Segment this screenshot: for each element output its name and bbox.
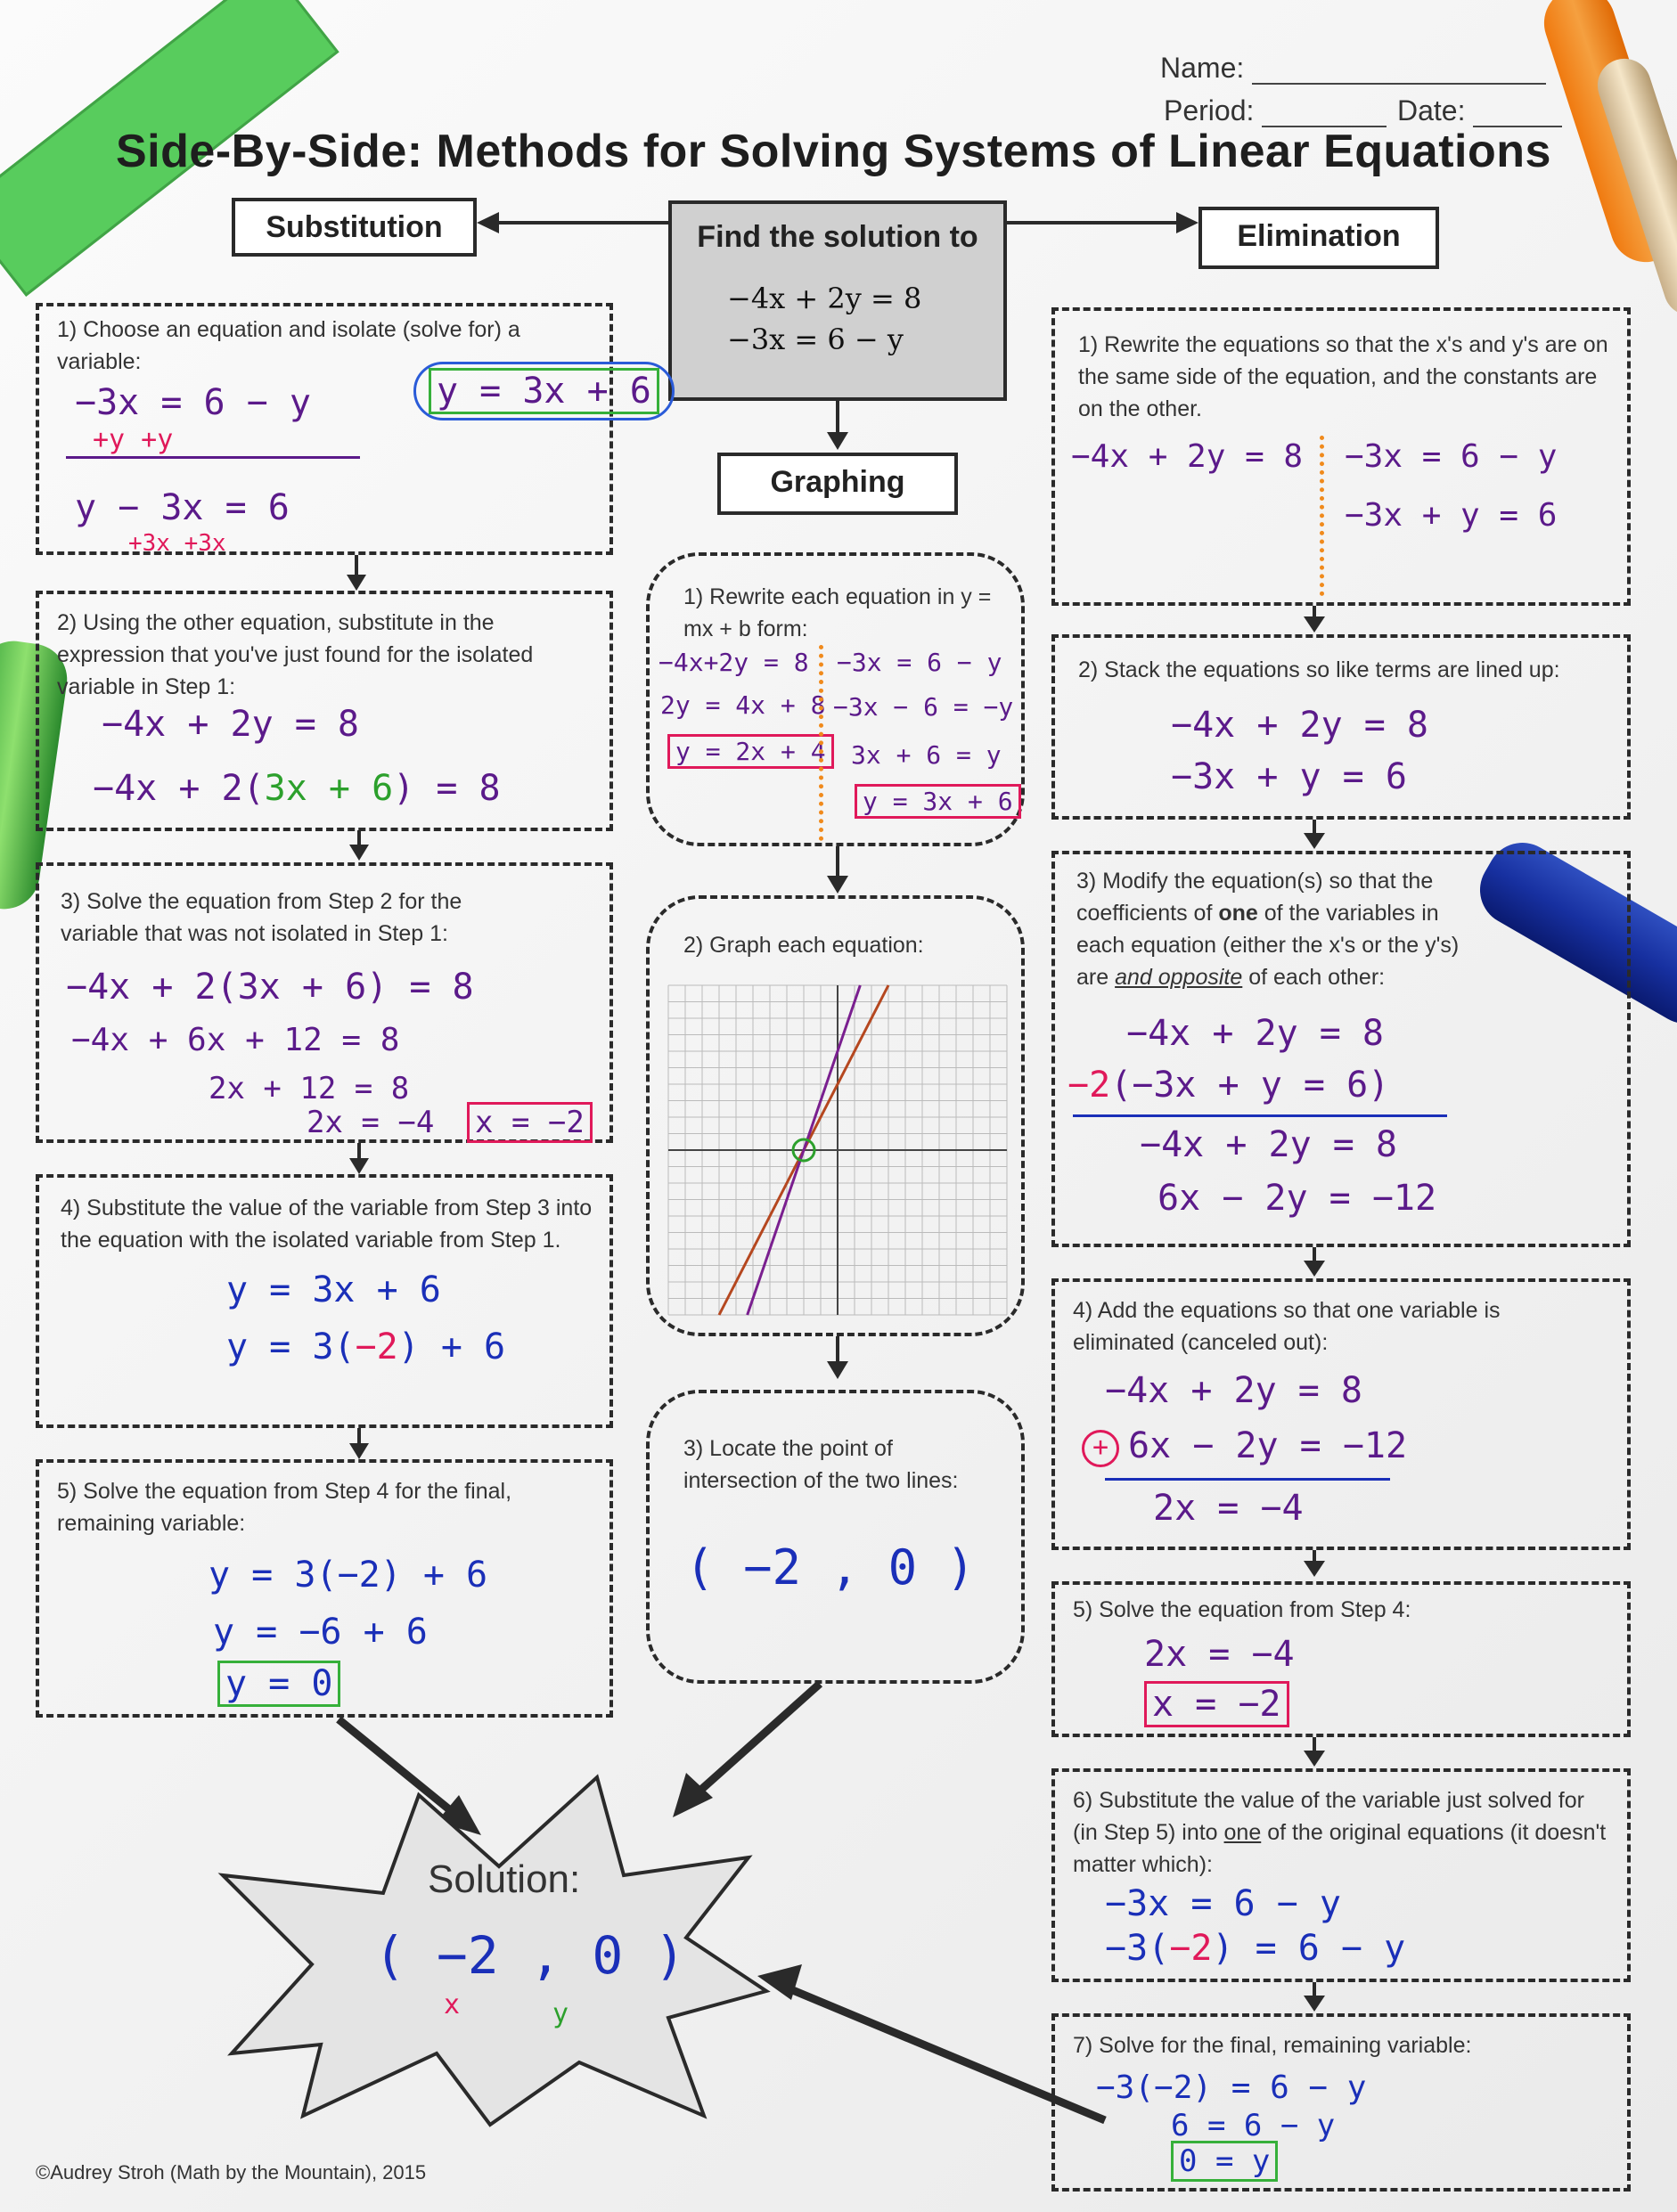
graph-step1-right-2: −3x − 6 = −y (833, 692, 1014, 722)
solution-y-tag: y (552, 1998, 569, 2029)
substitution-step-3 (36, 862, 613, 1143)
solution-label: Solution: (428, 1857, 581, 1901)
elim-step4-work-1: −4x + 2y = 8 (1105, 1370, 1362, 1411)
elim-step5-result (1144, 1681, 1289, 1727)
period-label: Period: (1164, 94, 1255, 127)
elimination-step-2 (1051, 634, 1631, 820)
elim-step3-text-underlined: and opposite (1115, 965, 1243, 990)
elim-step5-work-1: 2x = −4 (1144, 1634, 1295, 1675)
elim-step4-work-3: 2x = −4 (1153, 1488, 1304, 1529)
substitution-step-1 (36, 303, 651, 557)
sub-step4-work-2b: −2 (355, 1326, 398, 1367)
graph-step1-right-result (855, 784, 1021, 820)
solution-value: ( −2 , 0 ) (374, 1925, 686, 1986)
elim-step6-work-2b: −2 (1169, 1928, 1213, 1969)
graph-step1-left-result (667, 734, 834, 770)
elim-step4-work-2: 6x − 2y = −12 (1128, 1425, 1408, 1466)
elimination-step-1-text: 1) Rewrite the equations so that the x's and y's are on the same side of the equation, and the constants are on the other. (1078, 332, 1608, 421)
sub-step1-work-2: +y +y (93, 424, 174, 455)
page-title: Side-By-Side: Methods for Solving Systems of Linear Equations (116, 126, 1551, 177)
elim-step3-text-one: one (1218, 901, 1258, 926)
elimination-step-3 (1051, 851, 1631, 1247)
elimination-step-7-text: 7) Solve for the final, remaining variable: (1073, 2033, 1472, 2058)
graph-step1-right-result-value: y = 3x + 6 (855, 784, 1021, 819)
sub-step4-work-2c: ) + 6 (397, 1326, 506, 1367)
elim-step3-divider (1073, 1114, 1447, 1117)
elim-step3-work-1: −4x + 2y = 8 (1126, 1013, 1384, 1054)
elim-step3-text-a: 3) Modify the equation(s) so that the coefficients of (1076, 869, 1434, 926)
graph-step1-zigzag (819, 645, 832, 841)
elim-step6-text-one: one (1223, 1820, 1262, 1845)
elim-step6-work-2c: ) = 6 − y (1212, 1928, 1406, 1969)
graphing-header: Graphing (717, 453, 958, 515)
sub-step3-result-value: x = −2 (467, 1102, 593, 1143)
problem-box (668, 200, 1007, 401)
elimination-step-3-text (1076, 865, 1486, 993)
coordinate-graph (664, 981, 1011, 1319)
elim-step6-work-1: −3x = 6 − y (1105, 1883, 1341, 1924)
solution-x-tag: x (444, 1989, 461, 2020)
sub-step1-work-4: +3x +3x (128, 530, 226, 557)
elim-step4-plus-icon: + (1082, 1430, 1119, 1467)
elimination-step-1 (1051, 307, 1631, 606)
sub-step5-result-value: y = 0 (217, 1661, 340, 1707)
elimination-step-4-text: 4) Add the equations so that one variable is eliminated (canceled out): (1073, 1298, 1501, 1355)
elimination-step-4 (1051, 1278, 1631, 1550)
graphing-step-1 (646, 552, 1025, 846)
graph-step1-left-result-value: y = 2x + 4 (667, 734, 834, 769)
sub-step1-divider (66, 456, 360, 459)
elim-step3-work-2b: (−3x + y = 6) (1110, 1065, 1390, 1106)
elim-step6-work-2a: −3( (1105, 1928, 1170, 1969)
sub-step3-work-4: 2x = −4 (307, 1105, 435, 1140)
sub-step3-work-3: 2x + 12 = 8 (209, 1071, 410, 1106)
substitution-step-3-text: 3) Solve the equation from Step 2 for the variable that was not isolated in Step 1: (61, 889, 462, 946)
elim-step3-work-4: 6x − 2y = −12 (1158, 1178, 1437, 1219)
sub-step3-work-1: −4x + 2(3x + 6) = 8 (66, 967, 474, 1008)
elim-step4-divider (1105, 1478, 1390, 1481)
elim-step6-text-b: of the original equations (it doesn't matter which): (1073, 1820, 1607, 1877)
elimination-step-6 (1051, 1768, 1631, 1982)
elim-step7-result-value: 0 = y (1171, 2141, 1278, 2182)
graphing-step-3 (646, 1390, 1025, 1684)
substitution-step-5 (36, 1459, 613, 1718)
sub-step5-work-2: y = −6 + 6 (213, 1612, 428, 1653)
graphing-step-1-text: 1) Rewrite each equation in y = mx + b form: (683, 584, 992, 641)
elim-step1-zigzag (1320, 436, 1333, 596)
sub-step4-work-2a: y = 3( (226, 1326, 356, 1367)
elimination-step-6-text (1073, 1784, 1607, 1881)
graph-step1-left-1: −4x+2y = 8 (659, 648, 809, 677)
sub-step4-work-2 (226, 1324, 505, 1370)
sub-step2-work-2c: ) = 8 (393, 768, 501, 809)
copyright: ©Audrey Stroh (Math by the Mountain), 2015 (36, 2161, 427, 2183)
graphing-step-3-text: 3) Locate the point of intersection of the two lines: (683, 1436, 959, 1493)
graph-step3-answer: ( −2 , 0 ) (685, 1539, 976, 1596)
substitution-step-1-text: 1) Choose an equation and isolate (solve for) a variable: (57, 317, 520, 374)
sub-step2-work-2b: 3x + 6 (264, 768, 394, 809)
elim-step1-right-2: −3x + y = 6 (1345, 497, 1558, 534)
sub-step1-work-1: −3x = 6 − y (75, 382, 311, 423)
sub-step1-work-3: y − 3x = 6 (75, 487, 290, 528)
elim-step3-text-c: of each other: (1242, 965, 1386, 990)
graph-step1-right-1: −3x = 6 − y (837, 648, 1002, 677)
sub-step2-work-1: −4x + 2y = 8 (102, 704, 359, 745)
sub-step4-work-1: y = 3x + 6 (226, 1269, 441, 1310)
elim-step6-work-2 (1105, 1925, 1405, 1971)
elimination-step-5 (1051, 1581, 1631, 1737)
elimination-step-2-text: 2) Stack the equations so like terms are lined up: (1078, 657, 1560, 682)
elim-step7-result (1171, 2143, 1278, 2179)
sub-step2-work-2a: −4x + 2( (93, 768, 265, 809)
elim-step1-left: −4x + 2y = 8 (1071, 438, 1304, 475)
substitution-step-2-text: 2) Using the other equation, substitute in the expression that you've just found for the isolated variable in Step 1: (57, 610, 534, 699)
name-label: Name: (1160, 52, 1245, 84)
elim-step3-work-2a: −2 (1068, 1065, 1111, 1106)
substitution-step-2 (36, 591, 613, 831)
elim-step3-work-2 (1068, 1062, 1389, 1108)
elim-step2-work-2: −3x + y = 6 (1171, 756, 1407, 797)
elimination-header: Elimination (1198, 207, 1439, 269)
elimination-step-5-text: 5) Solve the equation from Step 4: (1073, 1597, 1411, 1622)
elim-step7-work-2: 6 = 6 − y (1171, 2108, 1336, 2143)
substitution-step-4-text: 4) Substitute the value of the variable from Step 3 into the equation with the isolated variable from Step 1. (61, 1196, 593, 1253)
substitution-step-5-text: 5) Solve the equation from Step 4 for the final, remaining variable: (57, 1479, 512, 1536)
problem-equation-2: −3x = 6 − y (727, 322, 904, 356)
date-label: Date: (1397, 94, 1466, 127)
substitution-step-4 (36, 1174, 613, 1428)
elim-step5-result-value: x = −2 (1144, 1681, 1289, 1727)
sub-step3-result (467, 1099, 593, 1146)
sub-step5-work-1: y = 3(−2) + 6 (209, 1555, 488, 1596)
graph-step1-right-3: 3x + 6 = y (851, 740, 1002, 770)
problem-equation-1: −4x + 2y = 8 (727, 282, 922, 315)
elim-step6-text-a: 6) Substitute the value of the variable just solved for (in Step 5) into (1073, 1788, 1584, 1845)
sub-step3-work-2: −4x + 6x + 12 = 8 (71, 1022, 400, 1058)
graph-step1-left-2: 2y = 4x + 8 (660, 690, 826, 720)
elim-step2-work-1: −4x + 2y = 8 (1171, 705, 1428, 746)
sub-step1-result-value: y = 3x + 6 (429, 368, 659, 414)
sub-step1-result (413, 362, 675, 420)
graphing-step-2 (646, 895, 1025, 1336)
problem-system (672, 278, 1003, 360)
sub-step5-result (217, 1661, 340, 1707)
graphing-step-2-text: 2) Graph each equation: (683, 933, 924, 958)
elimination-step-7 (1051, 2013, 1631, 2192)
elim-step1-right-1: −3x = 6 − y (1345, 438, 1558, 475)
elim-step3-text-b: of the variables in each equation (either the x's or the y's) are (1076, 901, 1460, 990)
problem-label: Find the solution to (672, 204, 1003, 255)
substitution-header: Substitution (232, 198, 477, 257)
sub-step2-work-2 (93, 765, 501, 812)
elim-step7-work-1: −3(−2) = 6 − y (1096, 2069, 1367, 2106)
elim-step3-work-3: −4x + 2y = 8 (1140, 1124, 1397, 1165)
